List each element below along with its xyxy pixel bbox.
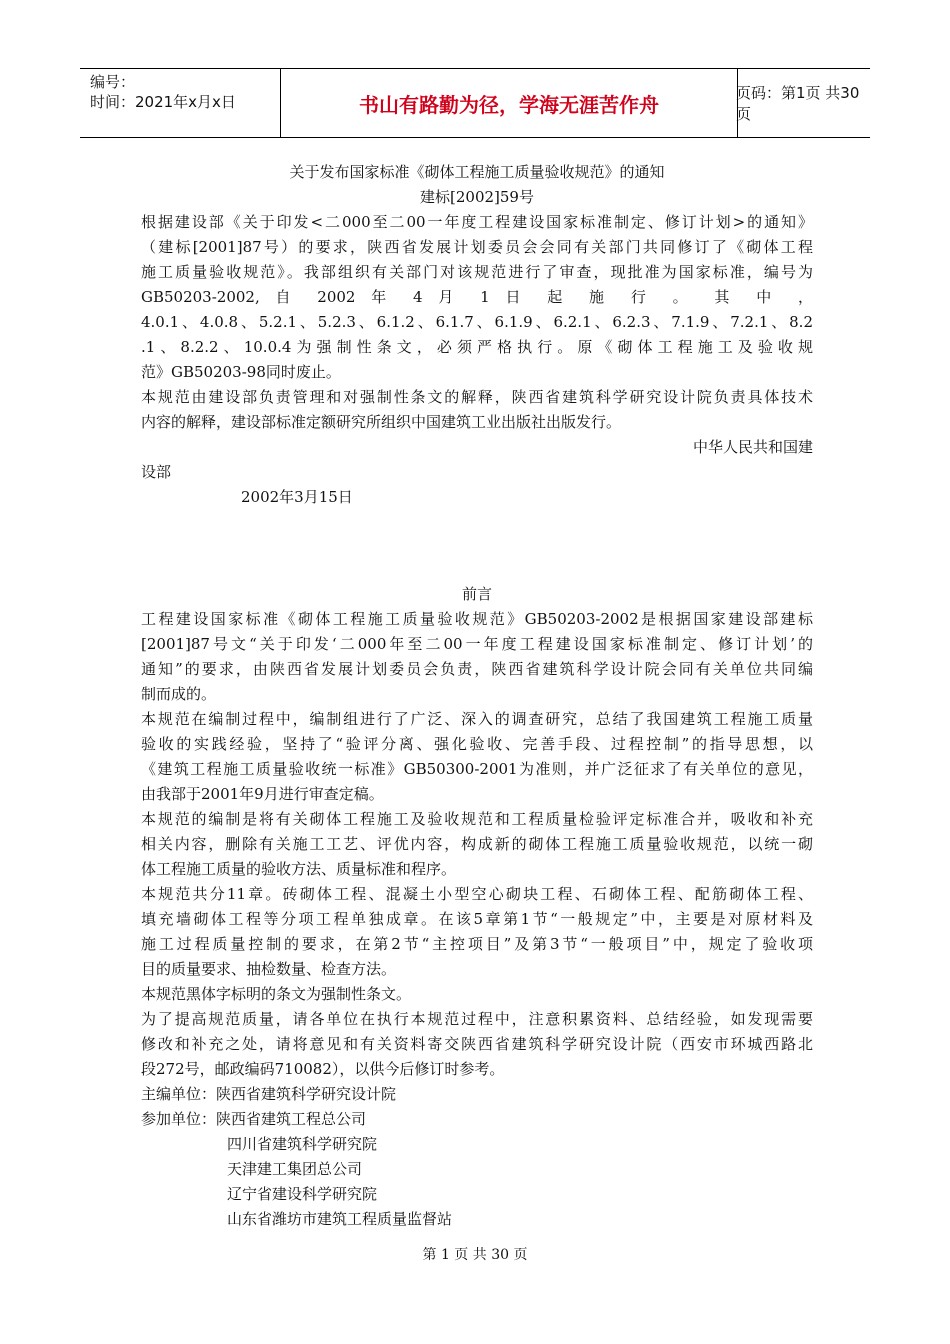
notice-paragraph-line: 根据建设部《关于印发<二000至二00一年度工程建设国家标准制定、修订计划>的通知》	[141, 213, 813, 231]
preface-line: 验收的实践经验，坚持了“验评分离、强化验收、完善手段、过程控制”的指导思想，以	[141, 735, 813, 753]
notice-paragraph-line: （建标[2001]87号）的要求，陕西省发展计划委员会会同有关部门共同修订了《砌体工程	[141, 238, 813, 256]
notice-paragraph-line: 施工质量验收规范》。我部组织有关部门对该规范进行了审查，现批准为国家标准，编号为	[141, 263, 813, 281]
preface-line: 段272号，邮政编码710082），以供今后修订时参考。	[141, 1060, 505, 1078]
preface-line: 体工程施工质量的验收方法、质量标准和程序。	[141, 860, 457, 878]
preface-line: 为了提高规范质量，请各单位在执行本规范过程中，注意积累资料、总结经验，如发现需要	[141, 1010, 813, 1028]
notice-paragraph-line: 内容的解释，建设部标准定额研究所组织中国建筑工业出版社出版发行。	[141, 413, 622, 431]
preface-line: 目的质量要求、抽检数量、检查方法。	[141, 960, 397, 978]
participating-units: 参加单位：陕西省建筑工程总公司	[141, 1110, 367, 1128]
header-page-label: 页码：第1页 共30页	[736, 84, 860, 123]
preface-line: 工程建设国家标准《砌体工程施工质量验收规范》GB50203-2002是根据国家建设部建标	[141, 610, 813, 628]
preface-line: 本规范的编制是将有关砌体工程施工及验收规范和工程质量检验评定标准合并，吸收和补充	[141, 810, 813, 828]
notice-paragraph-line: .1、8.2.2、10.0.4为强制性条文，必须严格执行。原《砌体工程施工及验收规	[141, 338, 813, 356]
header-meta	[90, 72, 236, 112]
notice-doc-number: 建标[2002]59号	[420, 188, 534, 206]
notice-paragraph-line: 本规范由建设部负责管理和对强制性条文的解释，陕西省建筑科学研究设计院负责具体技术	[141, 388, 813, 406]
preface-line: 填充墙砌体工程等分项工程单独成章。在该5章第1节“一般规定”中，主要是对原材料及	[141, 910, 813, 928]
notice-date: 2002年3月15日	[241, 488, 353, 506]
document-time-label: 时间：2021年x月x日	[90, 93, 236, 111]
preface-line: 本规范在编制过程中，编制组进行了广泛、深入的调查研究，总结了我国建筑工程施工质量	[141, 710, 813, 728]
notice-paragraph-line: 4.0.1、4.0.8、5.2.1、5.2.3、6.1.2、6.1.7、6.1.9、6.2.1、6.2.3、7.1.9、7.2.1、8.2	[141, 313, 813, 331]
participating-unit: 天津建工集团总公司	[227, 1160, 363, 1178]
participating-unit: 四川省建筑科学研究院	[227, 1135, 378, 1153]
preface-line: [2001]87号文“关于印发‘二000年至二00一年度工程建设国家标准制定、修订计划’的	[141, 635, 813, 653]
preface-line: 制而成的。	[141, 685, 217, 703]
page-footer: 第 1 页 共 30 页	[422, 1247, 528, 1263]
preface-section	[141, 582, 813, 1232]
participating-unit: 山东省潍坊市建筑工程质量监督站	[227, 1210, 453, 1228]
preface-line: 相关内容，删除有关施工工艺、评优内容，构成新的砌体工程施工质量验收规范，以统一砌	[141, 835, 813, 853]
page-header	[80, 68, 870, 138]
notice-title: 关于发布国家标准《砌体工程施工质量验收规范》的通知	[289, 163, 665, 181]
preface-heading: 前言	[461, 585, 492, 603]
preface-line: 本规范黑体字标明的条文为强制性条文。	[141, 985, 412, 1003]
preface-line: 施工过程质量控制的要求，在第2节“主控项目”及第3节“一般项目”中，规定了验收项	[141, 935, 813, 953]
notice-paragraph-line: 范》GB50203-98同时废止。	[141, 363, 341, 381]
preface-line: 由我部于2001年9月进行审查定稿。	[141, 785, 384, 803]
notice-section	[141, 160, 813, 510]
notice-issuer-continued: 设部	[141, 463, 172, 481]
header-motto: 书山有路勤为径，学海无涯苦作舟	[280, 69, 738, 137]
notice-issuer: 中华人民共和国建	[692, 438, 813, 456]
participating-unit: 辽宁省建设科学研究院	[227, 1185, 378, 1203]
notice-paragraph-line: GB50203-2002, 自 2002 年 4 月 1 日 起 施 行 。 其 中 ，	[141, 288, 813, 306]
document-number-label: 编号：	[90, 73, 136, 91]
preface-line: 通知”的要求，由陕西省发展计划委员会负责，陕西省建筑科学设计院会同有关单位共同编	[141, 660, 813, 678]
preface-line: 修改和补充之处，请将意见和有关资料寄交陕西省建筑科学研究设计院（西安市环城西路北	[141, 1035, 813, 1053]
preface-line: 本规范共分11章。砖砌体工程、混凝土小型空心砌块工程、石砌体工程、配筋砌体工程、	[141, 885, 813, 903]
chief-editor-unit: 主编单位：陕西省建筑科学研究设计院	[141, 1085, 397, 1103]
preface-line: 《建筑工程施工质量验收统一标准》GB50300-2001为准则，并广泛征求了有关单位的意见，	[141, 760, 813, 778]
